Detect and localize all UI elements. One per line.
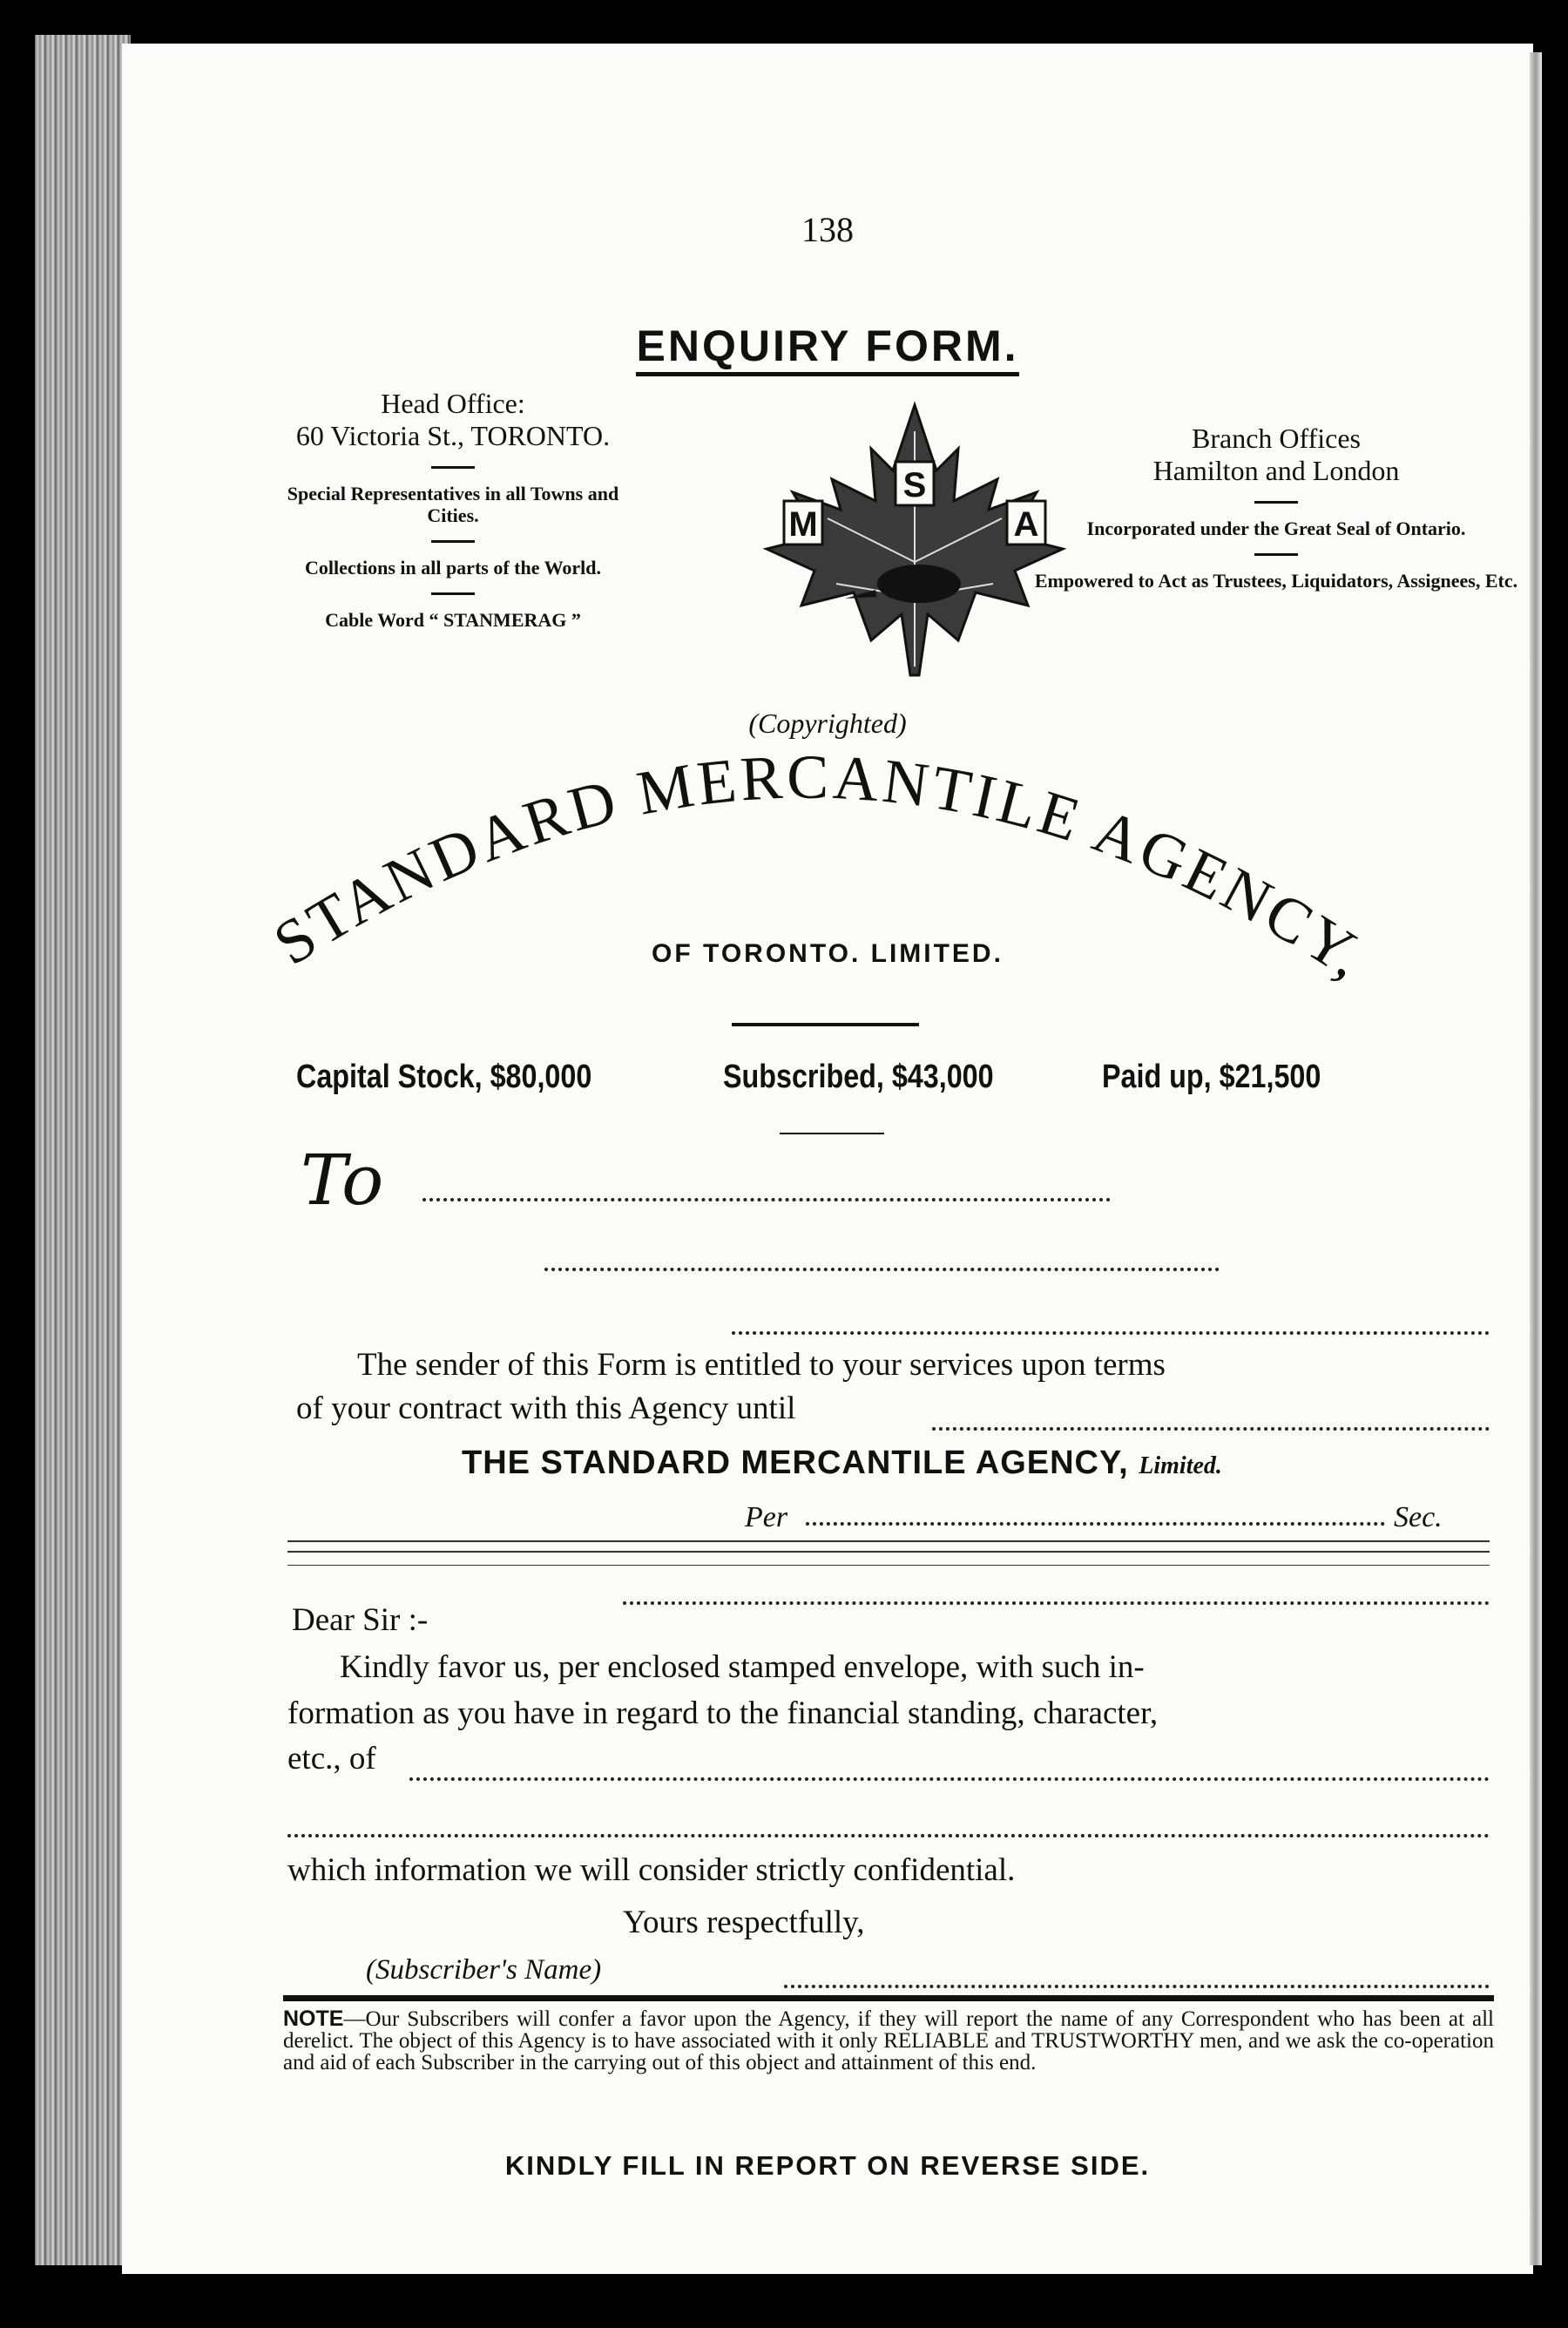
head-office-label: Head Office: <box>381 388 525 419</box>
branch-offices-cities: Hamilton and London <box>1152 454 1400 486</box>
divider <box>287 1551 1490 1553</box>
letter-line3: etc., of <box>287 1741 376 1776</box>
letter-line1: Kindly favor us, per enclosed stamped envelope, with such in- <box>340 1649 1145 1685</box>
capital-paid-up: Paid up, $21,500 <box>1102 1059 1321 1095</box>
divider <box>1254 553 1298 556</box>
emblem-letter-s: S <box>902 466 927 504</box>
page-number: 138 <box>801 210 854 249</box>
divider <box>287 1565 1490 1566</box>
date-field[interactable] <box>623 1601 1490 1605</box>
contract-date-field[interactable] <box>932 1427 1490 1431</box>
divider <box>287 1540 1490 1542</box>
incorporated-text: Incorporated under the Great Seal of Ontario. <box>1086 517 1466 539</box>
subject-field[interactable] <box>287 1834 1490 1837</box>
divider <box>431 466 475 469</box>
letter-line2: formation as you have in regard to the financial standing, character, <box>287 1695 1159 1731</box>
book-page-edges <box>35 35 131 2265</box>
sender-text-line2: of your contract with this Agency until <box>296 1391 796 1426</box>
salutation: Dear Sir :- <box>292 1602 429 1638</box>
divider <box>431 592 475 595</box>
agency-signature <box>462 1445 1222 1482</box>
divider <box>1254 501 1298 504</box>
divider <box>780 1133 884 1134</box>
agency-name-arc-text: STANDARD MERCANTILE AGENCY, <box>261 741 1381 993</box>
per-signature-field[interactable] <box>806 1522 1385 1526</box>
subject-field[interactable] <box>409 1777 1490 1781</box>
collections-text: Collections in all parts of the World. <box>305 557 601 579</box>
to-label: To <box>301 1140 384 1221</box>
capital-subscribed: Subscribed, $43,000 <box>723 1059 994 1095</box>
agency-subtitle: OF TORONTO. LIMITED. <box>652 939 1004 968</box>
addressee-field[interactable] <box>544 1268 1220 1271</box>
head-office-column <box>270 388 636 632</box>
page-curl-edge <box>1530 52 1542 2265</box>
emblem-letter-m: M <box>788 505 818 544</box>
note-block <box>283 2008 1494 2074</box>
document-page <box>122 44 1533 2274</box>
head-office-address: 60 Victoria St., TORONTO. <box>295 419 611 451</box>
note-text: —Our Subscribers will confer a favor upon the Agency, if they will report the name of any Correspondent who has been at all derelict. The object of this Agency is to have associated with it only RELIABLE and TRUSTWORTHY men, and we ask the co-operation and aid of each Subscriber in the carrying out of this object and attainment of this end. <box>283 2007 1494 2074</box>
copyrighted-label: (Copyrighted) <box>748 707 907 739</box>
form-title <box>122 321 1533 371</box>
form-title-text: ENQUIRY FORM. <box>636 321 1018 376</box>
footer-instruction: KINDLY FILL IN REPORT ON REVERSE SIDE. <box>504 2150 1151 2181</box>
capital-stock: Capital Stock, $80,000 <box>296 1059 592 1095</box>
agency-signature-suffix: Limited. <box>1139 1452 1222 1479</box>
representatives-text: Special Representatives in all Towns and Cities. <box>287 482 619 526</box>
sender-text-line1: The sender of this Form is entitled to your services upon terms <box>357 1347 1166 1383</box>
sec-label: Sec. <box>1394 1501 1443 1533</box>
per-label: Per <box>745 1501 788 1533</box>
subscriber-name-label: (Subscriber's Name) <box>366 1954 602 1986</box>
maple-leaf-beaver-icon <box>697 396 1132 693</box>
addressee-field[interactable] <box>732 1331 1490 1335</box>
note-label: NOTE <box>283 2007 344 2031</box>
agency-signature-name: THE STANDARD MERCANTILE AGENCY, <box>462 1445 1129 1481</box>
empowered-text: Empowered to Act as Trustees, Liquidators, Assignees, Etc. <box>1034 569 1518 592</box>
divider <box>283 1995 1494 2001</box>
letter-line4: which information we will consider strictly confidential. <box>287 1852 1016 1888</box>
subscriber-name-field[interactable] <box>784 1985 1490 1988</box>
cable-word-text: Cable Word “ STANMERAG ” <box>325 609 581 632</box>
closing: Yours respectfully, <box>623 1905 865 1940</box>
branch-offices-label: Branch Offices <box>1192 423 1361 454</box>
divider <box>732 1023 919 1026</box>
emblem-letter-a: A <box>1013 505 1039 544</box>
addressee-field[interactable] <box>422 1198 1111 1201</box>
agency-name-arc <box>122 732 1533 1063</box>
divider <box>431 540 475 543</box>
